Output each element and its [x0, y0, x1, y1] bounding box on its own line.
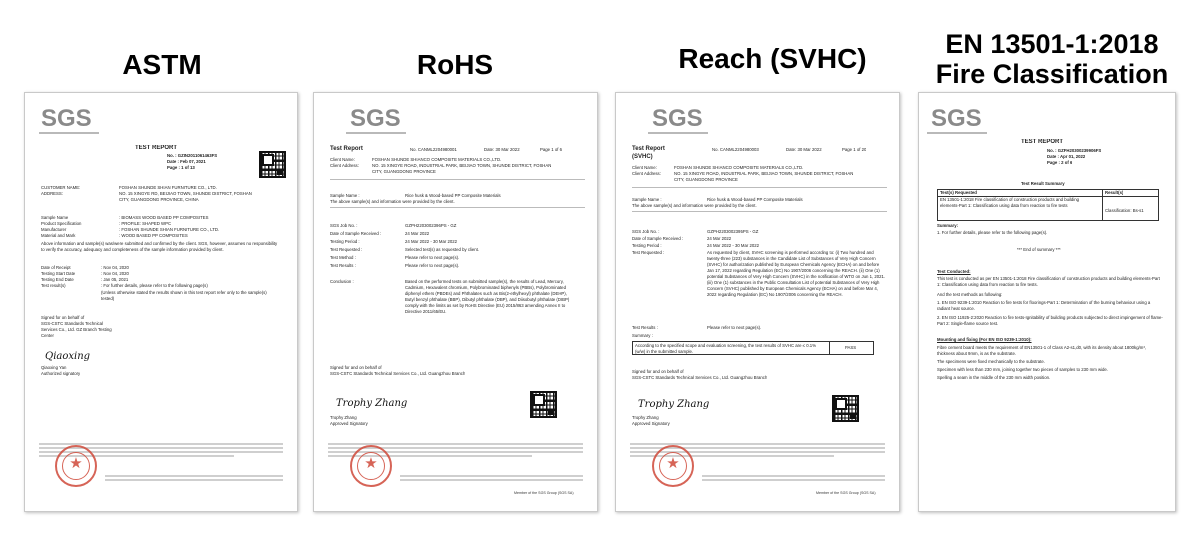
sample-name-label: Sample Name :: [330, 193, 360, 198]
report-title: Test Report: [632, 146, 665, 152]
mounting-text-3: Specimen with less than 230 mm, joining together two pieces of samples to 230 mm wide.: [937, 367, 1109, 372]
seal-stamp-icon: ★: [350, 445, 392, 487]
signed-block: [330, 365, 465, 377]
signer-name: Trophy Zhang: [632, 415, 659, 420]
seal-stamp-icon: ★: [55, 445, 97, 487]
customer-name-label: CUSTOMER NAME:: [41, 185, 81, 190]
conclusion-text: Based on the performed tests on submitted sample(s), the results of Lead, Mercury, Cadmium, Hexavalent chromium, Polybrominated biphenyls (PBBs), Polybrominated diphenyl ethers (PBDEs) and Phthalates such as Bis(2-ethylhexyl) phthalate (DEHP), Butyl benzyl phthalate (BBP), Dibutyl phthalate (DBP), and Diisobutyl phthalate (DIBP) comply with the limits as set by RoHS Directive (EU) 2015/863 amending Annex II to Directive 2011/65/EU.: [405, 279, 570, 314]
summary-table: [937, 189, 1159, 221]
requested-text: As requested by client, SVHC screening is performed according to: (i) Two hundred and twenty-three (223) substances in the Candidate List of Substances of Very High Concern (SVHC) for authorization published by European Chemicals Agency (ECHA) on and before Jan 17, 2022 regarding Regulation (EC) No 1907/2006 concerning the REACH. (ii) One (1) potential Substances of Very High Concern (SVHC) in the notification of WTO on Jun 1, 2021. (iii) One (1) substances in the Public Consultation List of potential Substances of Very High Concern (SVHC) published by European Chemicals Agency (ECHA) on and before Mar 4, 2022 regarding Regulation (EC) No 1907/2006 concerning the REACH.: [707, 250, 886, 297]
report-page-value: 2 of 6: [1061, 160, 1073, 165]
member-text: Member of the SGS Group (SGS SA): [816, 491, 876, 495]
report-no-label: No. :: [167, 153, 177, 158]
report-date: Date: 30 Mar 2022: [786, 147, 822, 152]
results-value: Please refer to next page(s).: [405, 263, 460, 268]
result-note: (Unless otherwise stated the results shown in this test report refer only to the sample(s) tested): [101, 290, 267, 301]
heading-fire-classification: Fire Classification: [935, 59, 1169, 89]
end-of-summary: *** End of summary ***: [1017, 247, 1061, 252]
summary-text: 1. For further details, please refer to the following page(s).: [937, 230, 1048, 235]
report-page: [1047, 160, 1072, 166]
mounting-text-2: The specimens were fixed mechanically to the substrate.: [937, 359, 1045, 364]
mounting-text-1: Fibre cement board meets the requirement of EN13501-1 of Class A2-s1,d0, with its density about 1800kg/m³, thickness about 9mm, is as the substrate.: [937, 345, 1146, 356]
report-subtitle: (SVHC): [632, 154, 653, 160]
requested-value: Selected test(s) as requested by client.: [405, 247, 480, 252]
divider: [330, 179, 585, 180]
client-name-label: Client Name:: [632, 165, 657, 170]
table-col-divider: [1102, 190, 1103, 220]
period-value: 24 Mar 2022 - 30 Mar 2022: [707, 243, 760, 248]
received-label: Date of Sample Received :: [632, 236, 684, 241]
job-no-value: GZPH2203002396PS - GZ: [405, 223, 457, 228]
summary-label: Summary :: [632, 333, 653, 338]
logo-underline: [927, 132, 987, 134]
client-address-value: NO. 15 XINGYE ROAD, INDUSTRIAL PARK, BEIJIAO TOWN, SHUNDE DISTRICT, FOSHAN: [372, 163, 552, 168]
signer-block: [632, 415, 670, 427]
report-page: Page 1 of 6: [540, 147, 562, 152]
client-address-label: Client Address:: [632, 171, 661, 176]
report-page: Page 1 of 20: [842, 147, 867, 152]
customer-name-value: FOSHAN SHUNDE SHIAN FURNITURE CO., LTD.: [119, 185, 217, 190]
method-2: 2. EN ISO 11925-2:2020 Reaction to fire tests-Ignitability of building products subjected to direct impingement of flame-Part 2: Single-flame source test.: [937, 315, 1163, 326]
report-no-value: GZIN2011061463FS: [177, 153, 218, 158]
report-date-label: Date :: [1047, 154, 1059, 159]
results-label: Test Results :: [330, 263, 356, 268]
client-name-value: FOSHAN SHUNDE SHIANCO COMPOSITE MATERIALS CO.,LTD.: [674, 165, 804, 170]
divider: [632, 187, 887, 188]
received-value: 24 Mar 2022: [707, 236, 732, 241]
end-label: Testing End Date: [41, 277, 74, 282]
sample-note: The above sample(s) and information were provided by the client.: [632, 203, 757, 208]
manufacturer-label: Manufacturer: [41, 227, 67, 232]
test-conducted-text: This test is conducted as per EN 13501-1:2018 Fire classification of construction products and building elements-Part 1: Classification using data from reaction to fire tests.: [937, 276, 1160, 287]
pass-badge: PASS: [845, 345, 857, 350]
report-no-label: No. :: [1047, 148, 1057, 153]
signer-name: Qiaoxing Yan: [41, 365, 67, 370]
logo-underline: [346, 132, 406, 134]
table-cell-test: EN 13501-1:2018 Fire classification of construction products and building elements-Part 1: Classification using data from reaction to fire tests: [940, 197, 1080, 208]
member-text: Member of the SGS Group (SGS SA): [514, 491, 574, 495]
summary-title: Test Result Summary: [1021, 181, 1065, 186]
signer-block: [41, 365, 80, 377]
material-label: Material and Mark: [41, 233, 76, 238]
qr-code-icon: [832, 395, 859, 422]
client-block: [330, 157, 590, 175]
signature: Qiaoxing: [45, 351, 91, 362]
period-value: 24 Mar 2022 - 30 Mar 2022: [405, 239, 458, 244]
address-value: NO. 15 XINGYE RD, BEIJIAO TOWN, SHUNDE DISTRICT, FOSHAN: [119, 191, 252, 196]
report-no: No. CANML2204980001: [410, 147, 457, 152]
sample-note: Above information and sample(s) was/were submitted and confirmed by the client. SGS, however, assumes no responsibility to verify the accuracy, adequacy and completeness of the sample information provided by client.: [41, 241, 278, 252]
table-cell-result: Classification: Bs-s1: [1105, 208, 1144, 213]
methods-intro: And the test methods as following:: [937, 292, 1003, 297]
heading-astm: ASTM: [122, 49, 202, 80]
job-no-label: SGS Job No. :: [632, 229, 660, 234]
client-address-label: Client Address:: [330, 163, 359, 168]
manufacturer-value: : FOSHAN SHUNDE SHIAN FURNITURE CO., LTD.: [119, 227, 220, 232]
address-value-2: CITY, GUANGDONG PROVINCE, CHINA: [119, 197, 199, 202]
sgs-logo: SGS: [350, 105, 401, 132]
method-value: Please refer to next page(s).: [405, 255, 460, 260]
table-head-results: Result(s): [1105, 190, 1124, 195]
astm-report-page: [24, 92, 298, 512]
material-value: : WOOD BASED PP COMPOSITES: [119, 233, 188, 238]
sample-name-value: Rice husk & Wood-based PP Composite Materials: [707, 197, 803, 202]
divider: [632, 211, 887, 212]
results-row: [632, 325, 761, 331]
client-address-value-2: CITY, GUANGDONG PROVINCE: [674, 177, 738, 182]
signature: Trophy Zhang: [336, 398, 408, 409]
sgs-logo: SGS: [931, 105, 982, 132]
report-page-label: Page :: [1047, 160, 1060, 165]
en13501-report-page: [918, 92, 1176, 512]
results-label: Test Results :: [632, 325, 658, 330]
job-no-label: SGS Job No. :: [330, 223, 358, 228]
signer-title: Approved Signatory: [632, 421, 670, 426]
sgs-logo: SGS: [41, 105, 92, 132]
signed-block: [632, 369, 767, 381]
signed-line-2: SGS-CSTC Standards Technical Services Co., Ltd. Guangzhou Branch: [330, 371, 466, 376]
summary-table: [632, 341, 874, 355]
report-date-label: Date :: [167, 159, 179, 164]
report-no-value: GZFH20300239906FS: [1057, 148, 1102, 153]
summary-text: According to the specified scope and evaluation screening, the test results of SVHC are ≤ 0.1% (w/w) in the submitted sample.: [635, 343, 817, 354]
method-label: Test Method :: [330, 255, 356, 260]
sample-block: [41, 215, 291, 239]
report-page: [167, 165, 195, 171]
report-date-value: Feb 07, 2021: [180, 159, 206, 164]
period-label: Testing Period :: [632, 243, 662, 248]
signer-block: [330, 415, 368, 427]
result-value: : For further details, please refer to the following page(s): [101, 283, 208, 288]
received-value: 24 Mar 2022: [405, 231, 430, 236]
method-1: 1. EN ISO 9239-1:2010 Reaction to fire tests for floorings-Part 1: Determination of the burning behaviour using a radiant heat source.: [937, 300, 1151, 311]
sample-name-value: Rice husk & Wood-based PP Composite Materials: [405, 193, 501, 198]
reach-report-page: [615, 92, 900, 512]
customer-block: [41, 185, 291, 203]
summary-label: Summary:: [937, 223, 959, 228]
spec-label: Product Specification: [41, 221, 82, 226]
results-value: Please refer to next page(s).: [707, 325, 762, 330]
client-name-label: Client Name:: [330, 157, 355, 162]
start-label: Testing Start Date: [41, 271, 76, 276]
signed-line-1: Signed for and on behalf of: [330, 365, 382, 370]
signed-line-4: Center: [41, 333, 54, 338]
summary-divider: [829, 342, 830, 354]
divider: [330, 207, 585, 208]
sample-name-label: Sample Name: [41, 215, 69, 220]
report-page-label: Page :: [167, 165, 180, 170]
client-address-value-2: CITY, GUANGDONG PROVINCE: [372, 169, 436, 174]
address-label: ADDRESS:: [41, 191, 63, 196]
client-name-value: FOSHAN SHUNDE SHIANCO COMPOSITE MATERIALS CO.,LTD.: [372, 157, 502, 162]
signer-title: Authorized signatory: [41, 371, 81, 376]
logo-underline: [648, 132, 708, 134]
signer-name: Trophy Zhang: [330, 415, 357, 420]
sample-name-value: : BIOMASS WOOD BASED PP COMPOSITES: [119, 215, 209, 220]
mounting-text-4: Spelling a seam in the middle of the 230 mm width position.: [937, 375, 1051, 380]
heading-rohs: RoHS: [416, 49, 494, 80]
job-block: [330, 223, 590, 271]
logo-underline: [39, 132, 99, 134]
received-label: Date of Sample Received :: [330, 231, 382, 236]
test-conducted-label: Test Conducted:: [937, 269, 971, 274]
report-date-value: Apr 01, 2022: [1060, 154, 1086, 159]
report-date: Date: 30 Mar 2022: [484, 147, 520, 152]
heading-reach: Reach (SVHC): [678, 43, 867, 74]
mounting-label: Mounting and fixing (For EN ISO 9239-1:2010):: [937, 337, 1032, 342]
end-value: : Jan 05, 2021: [101, 277, 129, 282]
table-head-tests: Test(s) Requested: [940, 190, 977, 195]
job-no-value: GZPH2203002395PS - GZ: [707, 229, 759, 234]
result-label: Test result(s): [41, 283, 66, 288]
signed-line-2: SGS-CSTC Standards Technical: [41, 321, 104, 326]
signed-line-1: Signed for on behalf of: [41, 315, 85, 320]
receipt-label: Date of Receipt: [41, 265, 71, 270]
report-no: No. CANML2204980003: [712, 147, 759, 152]
signer-title: Approved Signatory: [330, 421, 368, 426]
qr-code-icon: [530, 391, 557, 418]
requested-label: Test Requested :: [330, 247, 363, 252]
requested-label: Test Requested :: [632, 250, 665, 255]
client-address-value: NO. 15 XINGYE ROAD, INDUSTRIAL PARK, BEIJIAO TOWN, SHUNDE DISTRICT, FOSHAN: [674, 171, 854, 176]
heading-en13501: EN 13501-1:2018: [945, 29, 1159, 59]
spec-value: : PROFILE: SHAPED WPC: [119, 221, 172, 226]
rohs-report-page: [313, 92, 598, 512]
receipt-value: : Nov 04, 2020: [101, 265, 129, 270]
signature: Trophy Zhang: [638, 399, 710, 410]
report-page-value: 1 of 13: [181, 165, 195, 170]
qr-code-icon: [259, 151, 286, 178]
report-title: Test Report: [330, 146, 363, 152]
conclusion-label: Conclusion :: [330, 279, 354, 284]
report-title: TEST REPORT: [135, 145, 178, 151]
client-block: [632, 165, 892, 183]
sample-block: [330, 193, 590, 205]
dates-block: [41, 265, 291, 289]
start-value: : Nov 04, 2020: [101, 271, 129, 276]
seal-stamp-icon: ★: [652, 445, 694, 487]
sample-note: The above sample(s) and information were provided by the client.: [330, 199, 455, 204]
signed-line-2: SGS-CSTC Standards Technical Services Co., Ltd. Guangzhou Branch: [632, 375, 768, 380]
footer-address: [105, 475, 283, 495]
sgs-logo: SGS: [652, 105, 703, 132]
signed-line-1: Signed for and on behalf of: [632, 369, 684, 374]
sample-block: [632, 197, 892, 209]
report-title: TEST REPORT: [1021, 139, 1064, 145]
period-label: Testing Period :: [330, 239, 360, 244]
signed-line-3: Services Co., Ltd. GZ Branch Testing: [41, 327, 112, 332]
job-block: [632, 229, 892, 250]
sample-name-label: Sample Name :: [632, 197, 662, 202]
signed-block: [41, 315, 112, 339]
